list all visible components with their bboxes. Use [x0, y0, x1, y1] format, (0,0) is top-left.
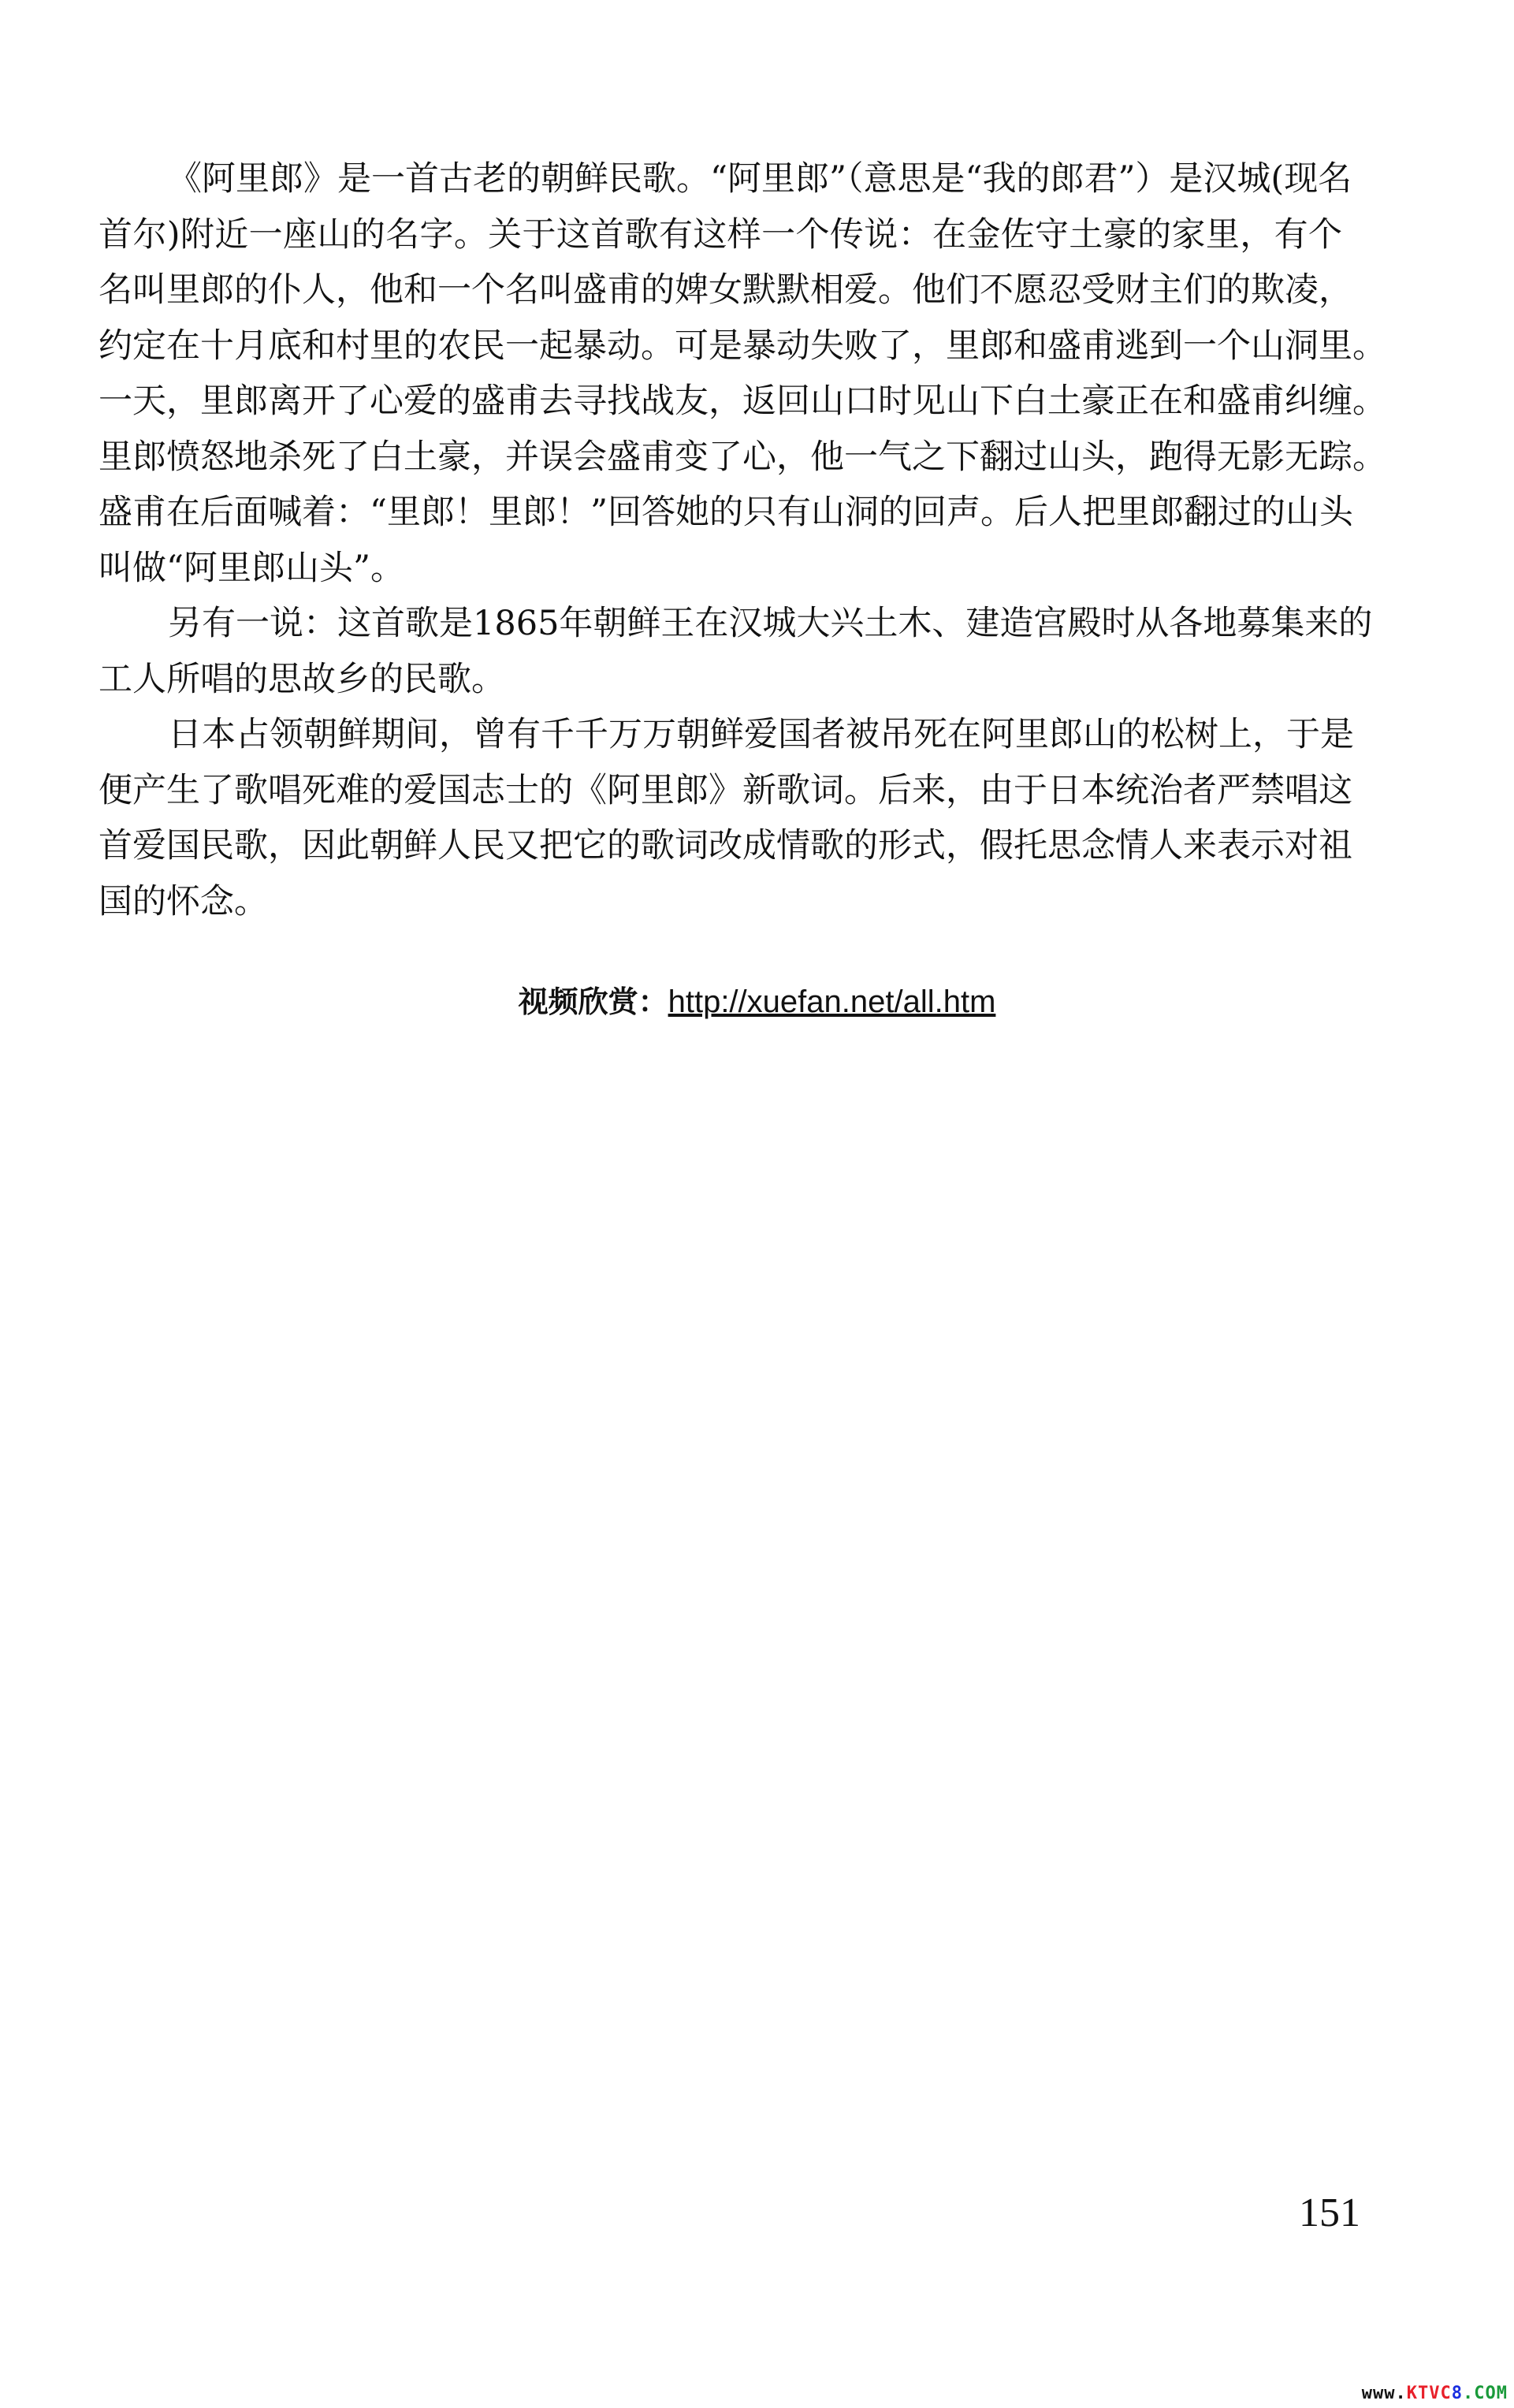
video-link-line: [0, 977, 1514, 1021]
video-url-link[interactable]: http://xuefan.net/all.htm: [668, 984, 996, 1019]
paragraph: [99, 707, 1354, 929]
text-line: 名叫里郎的仆人，他和一个名叫盛甫的婢女默默相爱。他们不愿忍受财主们的欺凌，: [99, 270, 1352, 310]
text-line: 里郎愤怒地杀死了白土豪，并误会盛甫变了心，他一气之下翻过山头，跑得无影无踪。: [99, 437, 1386, 477]
text-line: 国的怀念。: [99, 881, 268, 921]
paragraph: [99, 151, 1386, 596]
text-line: 一天，里郎离开了心爱的盛甫去寻找战友，返回山口时见山下白土豪正在和盛甫纠缠。: [99, 381, 1386, 421]
video-label: 视频欣赏：: [518, 984, 668, 1019]
text-line: 约定在十月底和村里的农民一起暴动。可是暴动失败了，里郎和盛甫逃到一个山洞里。: [99, 326, 1386, 366]
text-line: 便产生了歌唱死难的爱国志士的《阿里郎》新歌词。后来，由于日本统治者严禁唱这: [99, 770, 1352, 810]
text-line: 叫做“阿里郎山头”。: [99, 548, 404, 588]
text-line: 日本占领朝鲜期间，曾有千千万万朝鲜爱国者被吊死在阿里郎山的松树上，于是: [168, 715, 1354, 754]
text-line: 盛甫在后面喊着：“里郎！里郎！”回答她的只有山洞的回声。后人把里郎翻过的山头: [99, 493, 1353, 532]
text-line: 工人所唱的思故乡的民歌。: [99, 659, 505, 699]
article-body: [99, 151, 1386, 929]
text-line: 首爱国民歌，因此朝鲜人民又把它的歌词改成情歌的形式，假托思念情人来表示对祖: [99, 826, 1352, 865]
watermark-logo: www.KTVC8.COM: [1361, 2384, 1508, 2403]
text-line: 《阿里郎》是一首古老的朝鲜民歌。“阿里郎”（意思是“我的郎君”）是汉城(现名: [168, 159, 1352, 199]
page-number: 151: [1299, 2190, 1360, 2235]
text-line: 首尔)附近一座山的名字。关于这首歌有这样一个传说：在金佐守土豪的家里，有个: [99, 214, 1342, 255]
text-line: 另有一说：这首歌是1865年朝鲜王在汉城大兴土木、建造宫殿时从各地募集来的: [168, 604, 1373, 643]
paragraph: [99, 596, 1373, 707]
